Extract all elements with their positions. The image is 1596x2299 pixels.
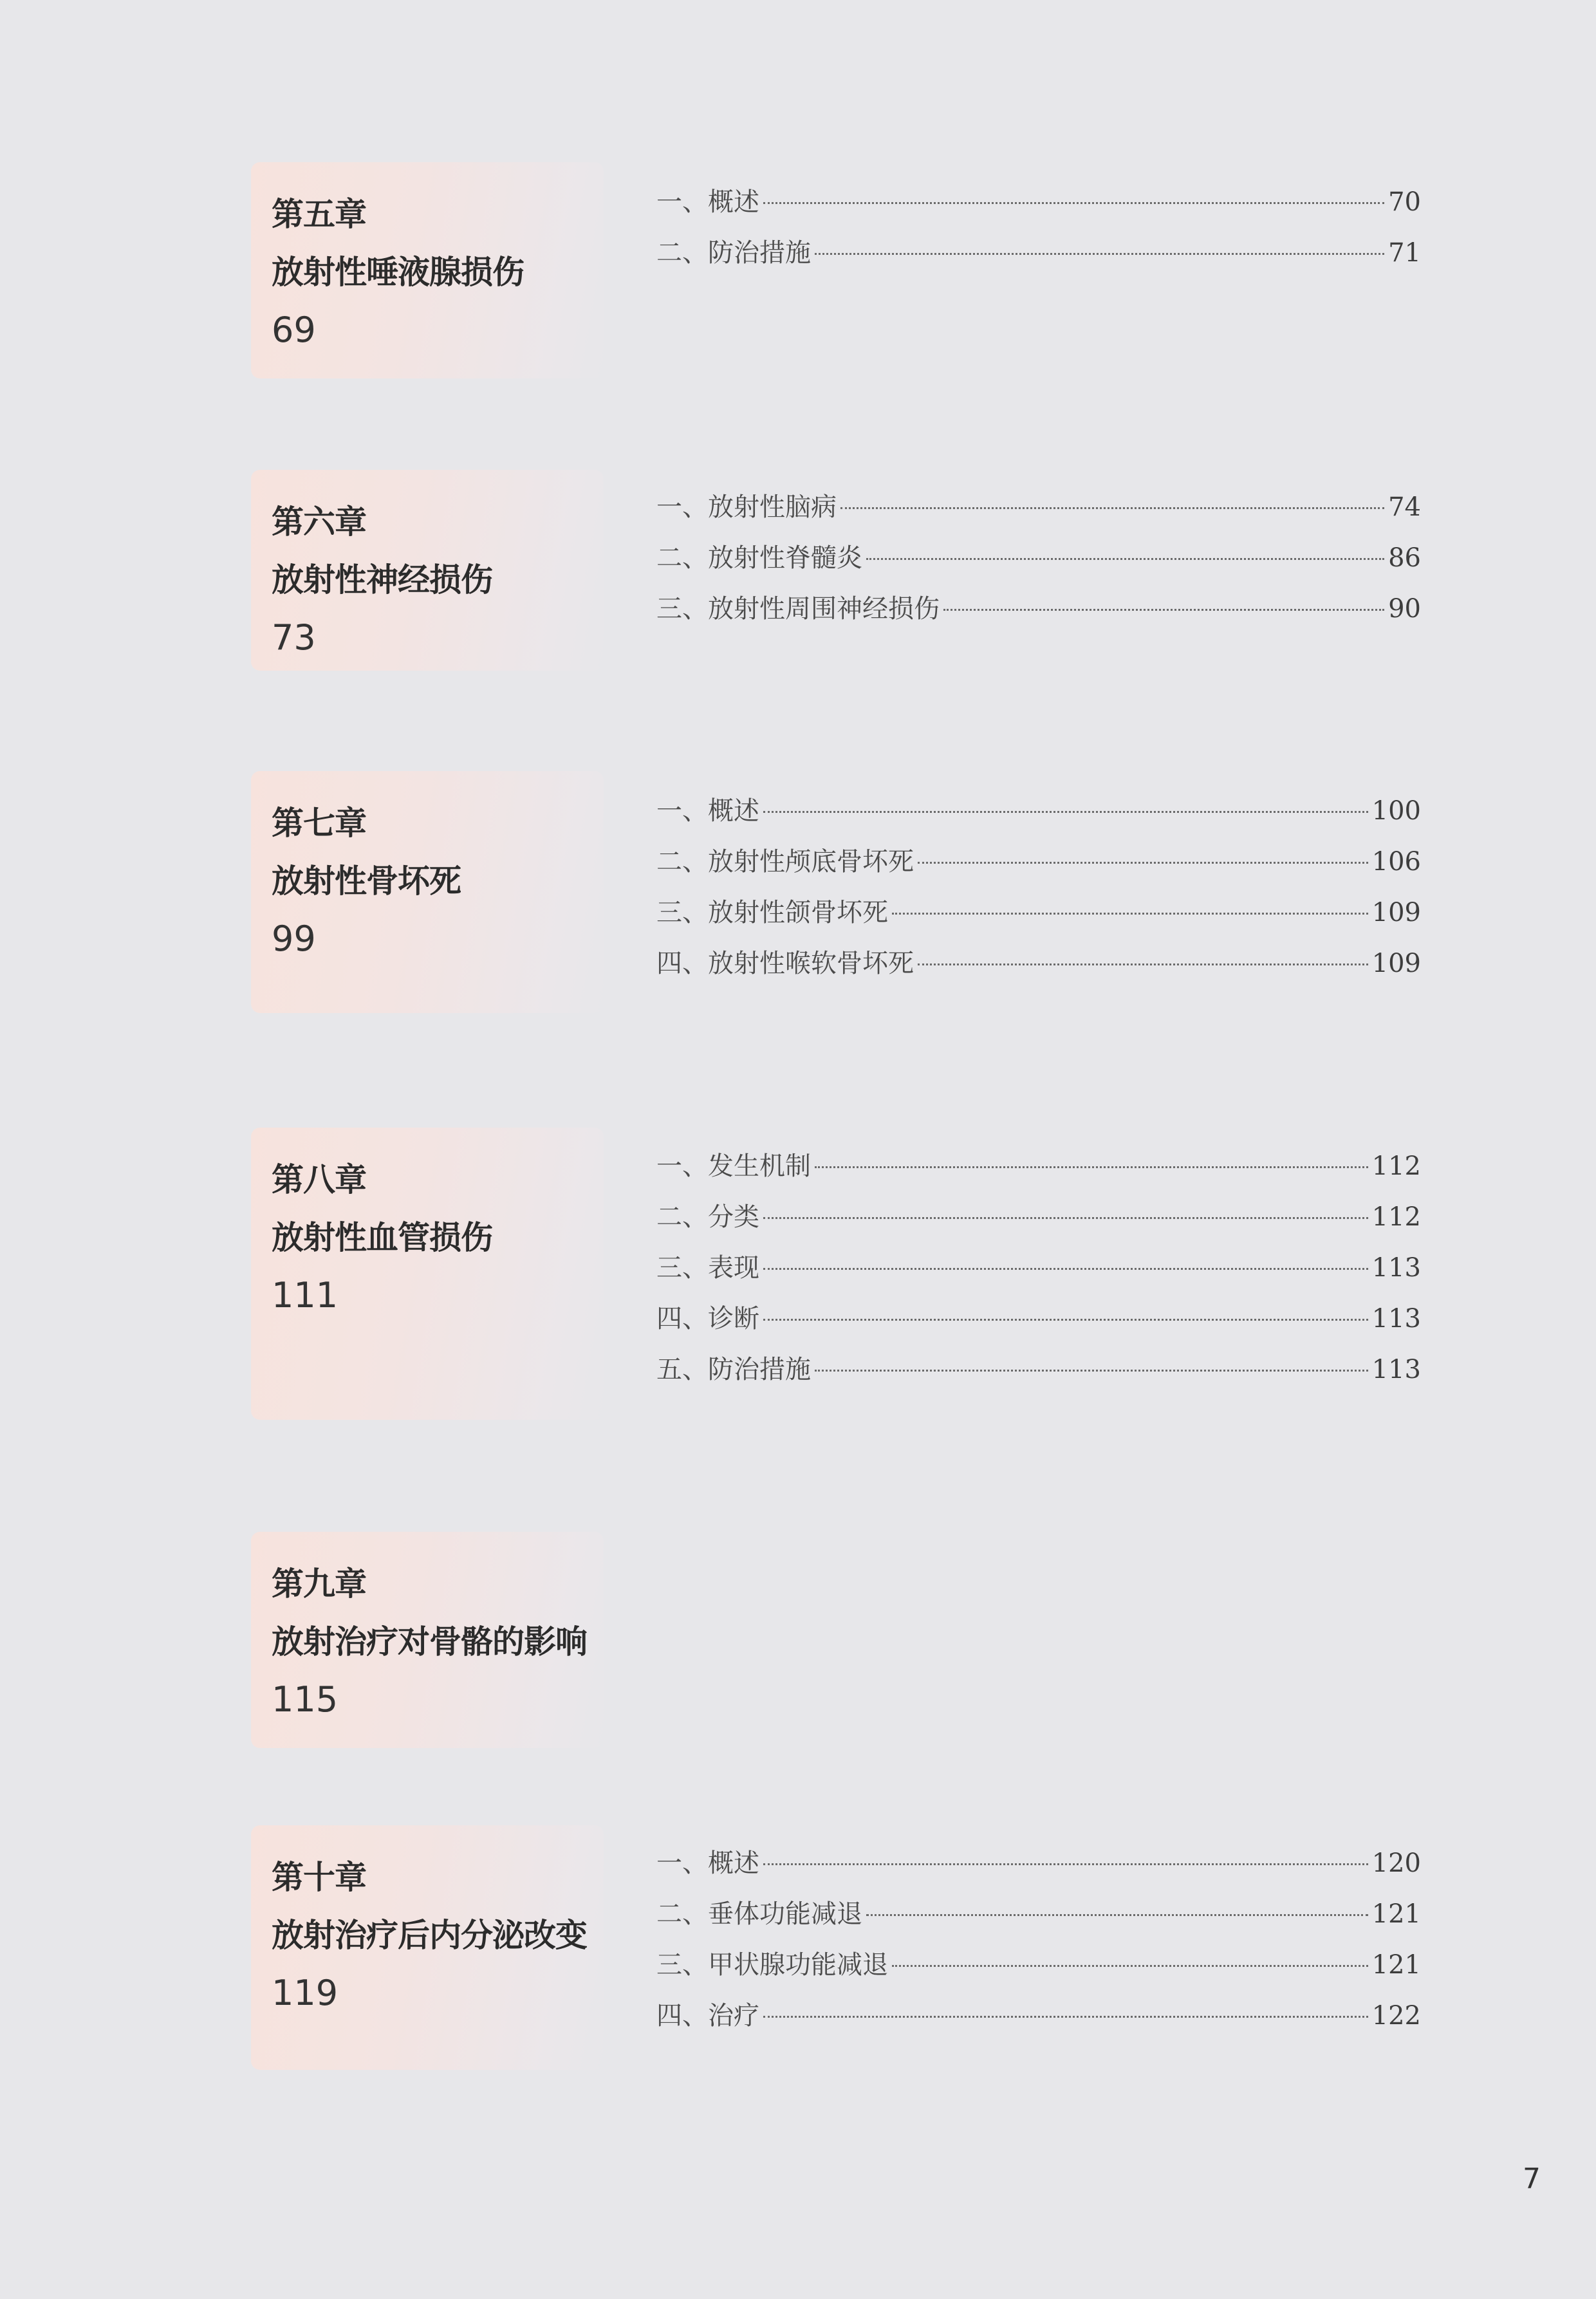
section-title: 放射性周围神经损伤 [708,594,940,624]
chapter-page: 115 [272,1679,339,1720]
toc-entry[interactable] [656,1838,1421,1889]
section-page: 121 [1371,1899,1421,1929]
section-number: 四、 [656,2001,708,2031]
dot-leader [763,1268,1368,1270]
section-title: 防治措施 [708,1355,811,1384]
chapter-page: 73 [272,617,316,658]
section-title: 概述 [708,1848,759,1878]
dot-leader [763,1217,1368,1219]
toc-entry[interactable] [656,888,1421,938]
section-list [656,1141,1421,1395]
dot-leader [815,1370,1368,1372]
dot-leader [815,1166,1368,1168]
section-title: 表现 [708,1253,759,1283]
chapter-title: 放射性骨坏死 [272,862,461,900]
section-list [656,786,1421,989]
dot-leader [763,202,1384,204]
toc-entry[interactable] [656,1345,1421,1395]
section-number: 二、 [656,238,708,268]
chapter-page: 99 [272,918,316,959]
section-page: 71 [1388,238,1421,268]
section-number: 五、 [656,1355,708,1384]
section-title: 诊断 [708,1304,759,1334]
chapter-card[interactable] [251,470,604,671]
section-title: 放射性颌骨坏死 [708,898,888,927]
toc-entry[interactable] [656,938,1421,989]
chapter-page: 119 [272,1973,339,2013]
dot-leader [892,913,1368,915]
chapter-card[interactable] [251,771,604,1013]
section-number: 二、 [656,543,708,573]
section-number: 三、 [656,898,708,927]
chapter-card[interactable] [251,162,604,378]
chapter-title: 放射性唾液腺损伤 [272,254,524,291]
chapter-label: 第十章 [272,1859,366,1896]
chapter-label: 第六章 [272,503,366,541]
page-number: 7 [1523,2163,1541,2195]
toc-entry[interactable] [656,177,1421,228]
toc-entry[interactable] [656,228,1421,279]
section-page: 113 [1371,1253,1421,1283]
dot-leader [943,609,1384,611]
section-title: 甲状腺功能减退 [708,1950,888,1980]
section-page: 106 [1371,847,1421,877]
section-page: 122 [1371,2001,1421,2031]
section-page: 86 [1388,543,1421,573]
section-title: 防治措施 [708,238,811,268]
section-list [656,177,1421,279]
toc-entry[interactable] [656,1243,1421,1294]
dot-leader [866,558,1384,560]
section-number: 一、 [656,187,708,217]
section-title: 概述 [708,187,759,217]
chapter-card[interactable] [251,1128,604,1420]
section-number: 一、 [656,492,708,522]
section-title: 发生机制 [708,1151,811,1181]
section-title: 放射性喉软骨坏死 [708,949,914,978]
section-number: 一、 [656,1848,708,1878]
section-number: 二、 [656,1202,708,1232]
toc-entry[interactable] [656,1294,1421,1345]
section-list [656,1838,1421,2042]
section-title: 概述 [708,796,759,826]
dot-leader [763,1863,1368,1865]
section-title: 治疗 [708,2001,759,2031]
dot-leader [763,2016,1368,2018]
toc-entry[interactable] [656,1991,1421,2042]
section-number: 三、 [656,1253,708,1283]
section-page: 100 [1371,796,1421,826]
section-page: 109 [1371,949,1421,978]
section-number: 四、 [656,949,708,978]
chapter-label: 第八章 [272,1161,366,1198]
toc-entry[interactable] [656,786,1421,837]
chapter-page: 111 [272,1275,339,1316]
section-number: 二、 [656,1899,708,1929]
dot-leader [763,811,1368,813]
section-page: 120 [1371,1848,1421,1878]
section-list [656,482,1421,635]
chapter-title: 放射性神经损伤 [272,561,492,599]
section-number: 三、 [656,594,708,624]
chapter-label: 第七章 [272,805,366,842]
section-page: 113 [1371,1355,1421,1384]
dot-leader [918,862,1368,864]
section-title: 放射性脑病 [708,492,837,522]
toc-entry[interactable] [656,1141,1421,1192]
dot-leader [840,507,1384,509]
section-number: 一、 [656,1151,708,1181]
chapter-card[interactable] [251,1532,604,1748]
dot-leader [866,1914,1368,1916]
toc-entry[interactable] [656,533,1421,584]
section-page: 90 [1388,594,1421,624]
section-number: 二、 [656,847,708,877]
section-page: 113 [1371,1304,1421,1334]
chapter-title: 放射治疗后内分泌改变 [272,1917,587,1954]
section-title: 垂体功能减退 [708,1899,862,1929]
dot-leader [815,253,1384,255]
toc-entry[interactable] [656,1889,1421,1940]
dot-leader [892,1965,1368,1967]
section-number: 四、 [656,1304,708,1334]
chapter-title: 放射性血管损伤 [272,1219,492,1256]
section-title: 放射性脊髓炎 [708,543,862,573]
section-page: 112 [1371,1202,1421,1232]
section-page: 109 [1371,898,1421,927]
toc-entry[interactable] [656,1940,1421,1991]
toc-entry[interactable] [656,482,1421,533]
chapter-label: 第九章 [272,1565,366,1603]
section-page: 74 [1388,492,1421,522]
section-page: 70 [1388,187,1421,217]
section-page: 112 [1371,1151,1421,1181]
section-title: 放射性颅底骨坏死 [708,847,914,877]
toc-entry[interactable] [656,837,1421,888]
dot-leader [763,1319,1368,1321]
section-number: 一、 [656,796,708,826]
chapter-title: 放射治疗对骨骼的影响 [272,1623,587,1661]
toc-entry[interactable] [656,584,1421,635]
dot-leader [918,963,1368,965]
section-number: 三、 [656,1950,708,1980]
chapter-page: 69 [272,310,316,350]
section-title: 分类 [708,1202,759,1232]
chapter-card[interactable] [251,1825,604,2070]
section-page: 121 [1371,1950,1421,1980]
chapter-label: 第五章 [272,196,366,233]
toc-entry[interactable] [656,1192,1421,1243]
